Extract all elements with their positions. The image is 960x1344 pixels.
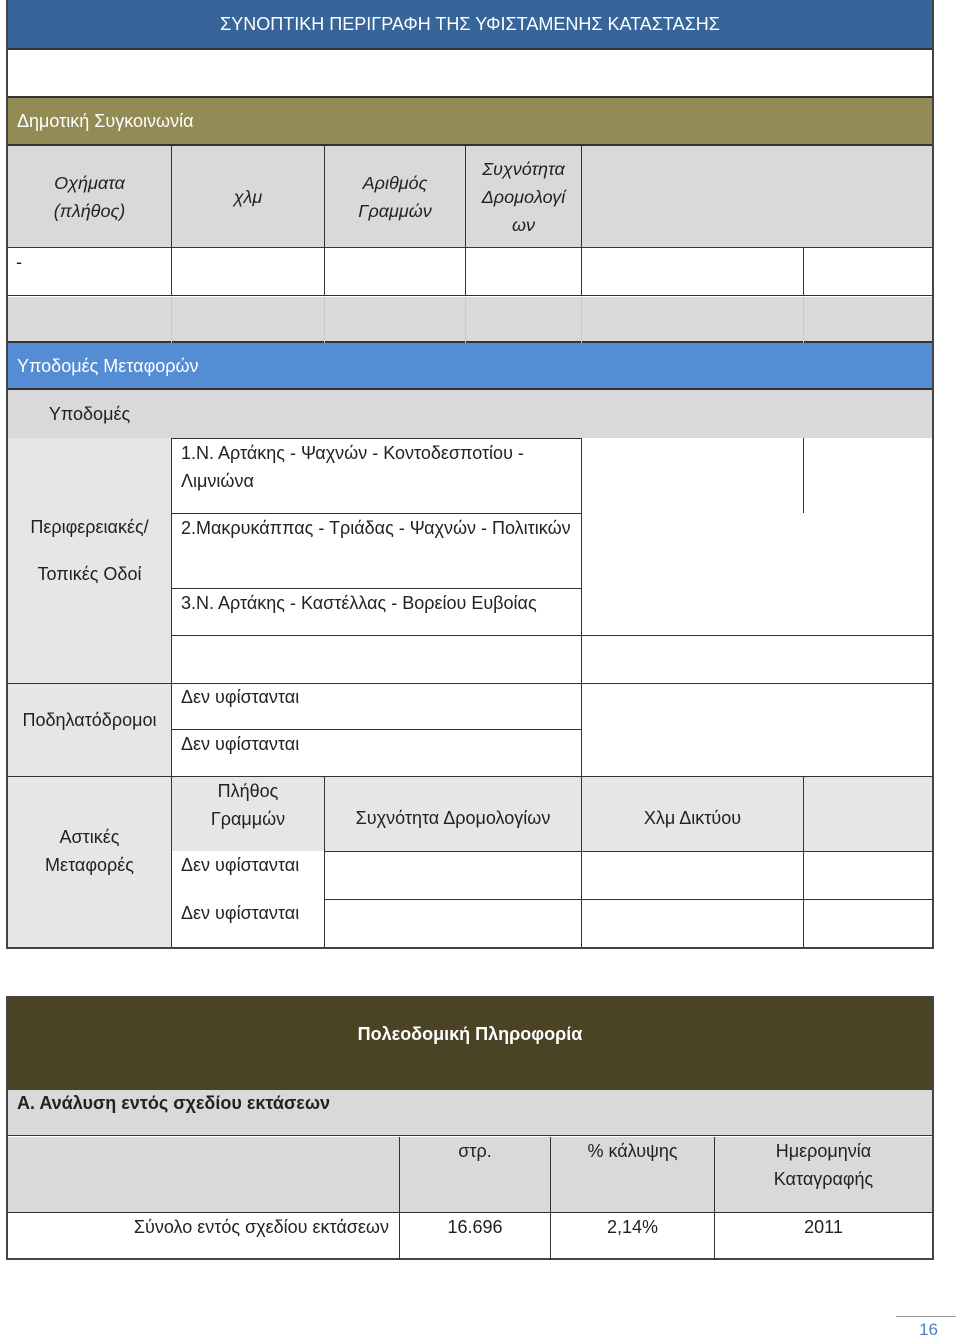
planning-row-date: 2011: [804, 1217, 843, 1237]
road-3: 3.Ν. Αρτάκης - Καστέλλας - Βορείου Ευβοίας: [181, 593, 537, 613]
header-title: ΣΥΝΟΠΤΙΚΗ ΠΕΡΙΓΡΑΦΗ ΤΗΣ ΥΦΙΣΤΑΜΕΝΗΣ ΚΑΤΑΣΤΑΣΗΣ: [220, 14, 720, 34]
urban-col-frequency: Συχνότητα Δρομολογίων: [355, 808, 551, 828]
urban-value-2: Δεν υφίστανται: [181, 903, 300, 923]
col-date: Ημερομηνία Καταγραφής: [773, 1141, 874, 1189]
col-coverage: % κάλυψης: [587, 1141, 678, 1161]
table-header: [8, 0, 932, 50]
col-km: χλμ: [233, 187, 263, 207]
planning-row-label: Σύνολο εντός σχεδίου εκτάσεων: [133, 1217, 389, 1237]
planning-section: Α. Ανάλυση εντός σχεδίου εκτάσεων: [17, 1092, 331, 1113]
roads-label-2: Τοπικές Οδοί: [37, 564, 142, 584]
bike-label: Ποδηλατόδρομοι: [22, 710, 157, 730]
col-vehicles: Οχήματα (πλήθος): [53, 173, 126, 221]
urban-label: Αστικές Μεταφορές: [45, 827, 134, 875]
roads-label-1: Περιφερειακές/: [30, 517, 149, 537]
bike-value-1: Δεν υφίστανται: [181, 687, 300, 707]
bike-value-2: Δεν υφίστανται: [181, 734, 300, 754]
municipal-section-header: [8, 98, 932, 146]
urban-value-1: Δεν υφίστανται: [181, 855, 300, 875]
urban-col-lines: Πλήθος Γραμμών: [210, 781, 286, 829]
municipal-vehicles-value: -: [16, 252, 22, 272]
planning-row-area: 16.696: [447, 1217, 503, 1237]
urban-col-km: Χλμ Δικτύου: [643, 808, 742, 828]
col-area: στρ.: [458, 1141, 492, 1161]
spacer-row: [8, 297, 932, 343]
infra-section-header: [8, 343, 932, 390]
planning-row-coverage: 2,14%: [606, 1217, 659, 1237]
municipal-title: Δημοτική Συγκοινωνία: [17, 111, 194, 131]
road-1: 1.Ν. Αρτάκης - Ψαχνών - Κοντοδεσποτίου - Λιμνιώνα: [181, 443, 524, 491]
planning-title: Πολεοδομική Πληροφορία: [357, 1024, 583, 1044]
col-frequency: Συχνότητα Δρομολογί ων: [481, 159, 566, 235]
col-lines: Αριθμός Γραμμών: [358, 173, 432, 221]
infra-title: Υποδομές Μεταφορών: [17, 355, 199, 376]
page-number: 16: [919, 1320, 938, 1339]
planning-header: [8, 998, 932, 1090]
road-2: 2.Μακρυκάππας - Τριάδας - Ψαχνών - Πολιτικών: [181, 518, 571, 538]
infra-subheader: Υποδομές: [48, 404, 131, 424]
planning-section-row: [8, 1090, 932, 1136]
blank-row: [8, 50, 932, 98]
